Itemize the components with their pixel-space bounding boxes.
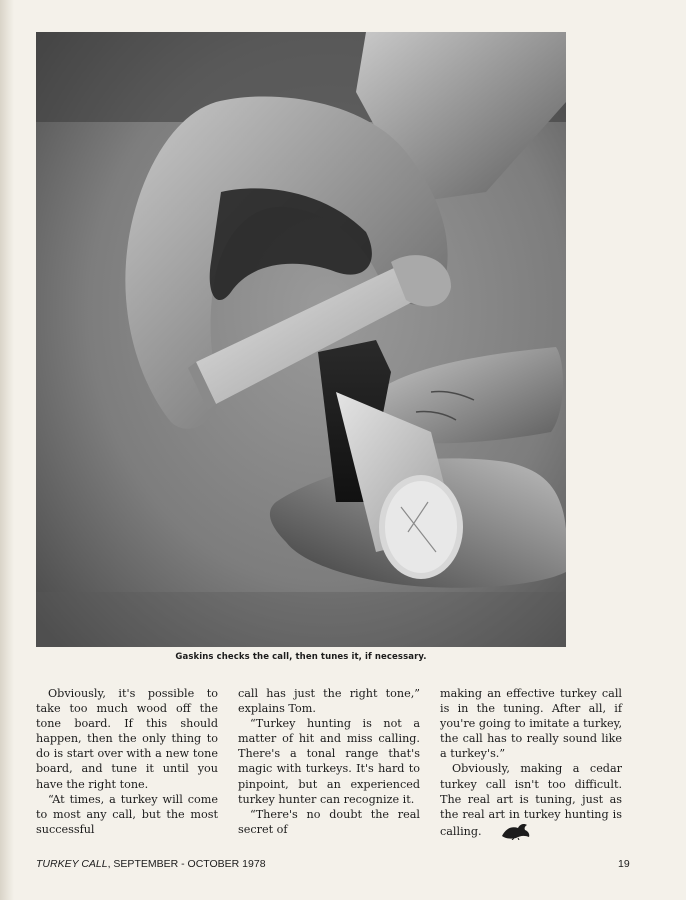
paragraph: “There's no doubt the real secret of — [238, 807, 420, 836]
paragraph: “Turkey hunting is not a matter of hit and miss calling. There's a tonal range that's magic with turkeys. It's hard to pinpoint, but an experienced turkey hunter can recognize it. — [238, 717, 420, 806]
article-column-3 — [440, 686, 622, 844]
page-footer — [36, 858, 266, 870]
page-spine-shadow — [0, 0, 14, 900]
paragraph: Obviously, it's possible to take too much wood off the tone board. If this should happen, then the only thing to do is start over with a new tone board, and tune it until you have the right tone. — [36, 687, 218, 791]
article-column-2 — [238, 686, 420, 844]
issue-date: , SEPTEMBER - OCTOBER 1978 — [107, 858, 266, 870]
page-number: 19 — [618, 858, 630, 870]
paragraph — [440, 761, 622, 843]
closing-paragraph-text: Obviously, making a cedar turkey call isn't too difficult. The real art is tuning, just as the real art in turkey hunting is calling. — [440, 762, 622, 838]
hands-with-turkey-call-image — [36, 32, 566, 647]
turkey-end-mark-icon — [488, 822, 532, 844]
paragraph: making an effective turkey call is in the tuning. After all, if you're going to imitate a turkey, the call has to really sound like a turkey's.” — [440, 687, 622, 761]
paragraph: “At times, a turkey will come to most any call, but the most successful — [36, 792, 218, 836]
article-body — [36, 686, 622, 844]
photo-caption: Gaskins checks the call, then tunes it, if necessary. — [175, 652, 427, 662]
paragraph: call has just the right tone,” explains Tom. — [238, 687, 420, 716]
article-photo — [36, 32, 566, 647]
magazine-title: TURKEY CALL — [36, 858, 108, 870]
article-column-1 — [36, 686, 218, 844]
